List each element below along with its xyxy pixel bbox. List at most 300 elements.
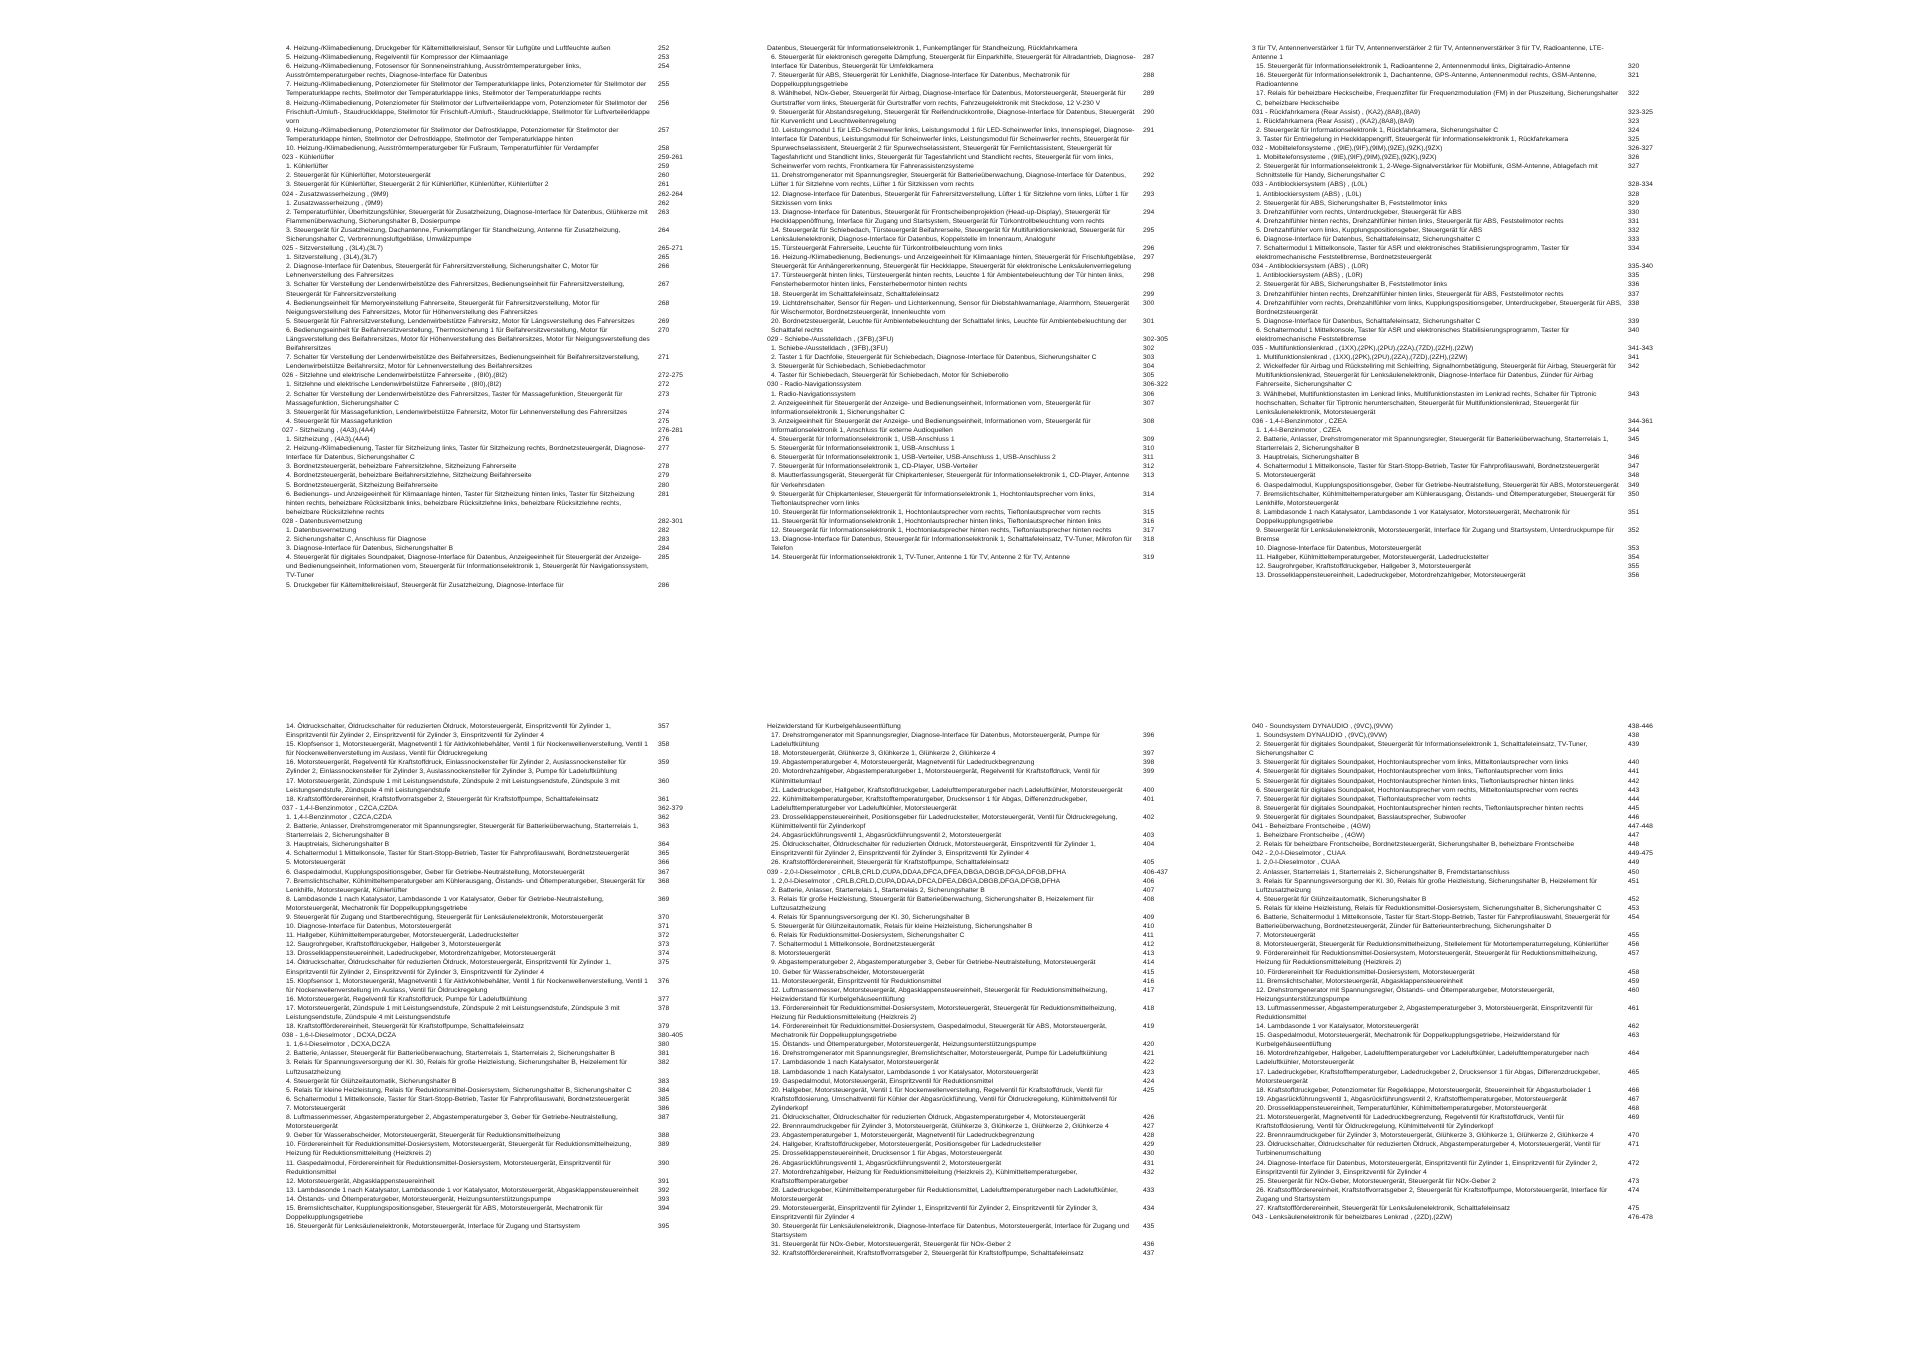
toc-entry [767,1122,1187,1131]
toc-entry-title: 16. Heizung-/Klimabedienung, Bedienungs- und Anzeigeeinheit für Klimaanlage hinten, Steuergerät für Frischluftgebläse, Steuergerät für Anhängererkennung, Steuergerät für Heckklappe, Steuergerät für elektronische Lenksäulenverriegelung [771,254,1136,271]
toc-entry-page: 289 [1143,90,1155,98]
toc-entry-title: 4. Relais für Spannungsversorgung der Kl. 30, Sicherungshalter B [771,913,970,921]
toc-entry-title: 4. Taster für Schiebedach, Steuergerät für Schiebedach, Motor für Schieberollo [771,372,1009,380]
toc-entry [282,1131,702,1140]
toc-entry [1252,153,1672,162]
toc-entry [1252,417,1672,426]
toc-entry-title: 3. Wählhebel, Multifunktionstasten im Lenkrad links, Multifunktionstasten im Lenkrad rechts, Schalter für Tiptronic hochschalten, Schalter für Tiptronic herunterschalten, Steuergerät für Multifunktionslenkrad, Steuergerät für Lenksäulenelektronik, Motorsteuergerät [1256,390,1597,416]
toc-entry-title: 2. Steuergerät für ABS, Sicherungshalter B, Feststellmotor links [1256,199,1448,207]
toc-entry-page: 403 [1143,832,1155,840]
toc-entry [1252,740,1672,758]
toc-entry [767,813,1187,831]
toc-entry [767,1159,1187,1168]
toc-entry-title: 2. Batterie, Anlasser, Steuergerät für Batterieüberwachung, Starterrelais 1, Starterrelais 2, Sicherungshalter B [286,1050,616,1058]
toc-entry-page: 406 [1143,877,1155,885]
toc-entry [1252,977,1672,986]
toc-entry-title: 10. Geber für Wasserabscheider, Motorsteuergerät [771,968,925,976]
toc-entry-page: 336 [1628,281,1640,289]
toc-entry-title: 3. Steuergerät für Kühlerlüfter, Steuergerät 2 für Kühlerlüfter, Kühlerlüfter, Kühlerlüfter 2 [286,181,549,189]
toc-entry-title: 21. Öldruckschalter, Öldruckschalter für reduzierten Öldruck, Abgastemperaturgeber 4, Motorsteuergerät [771,1114,1086,1122]
toc-entry-page: 254 [658,63,670,71]
toc-entry [282,253,702,262]
toc-entry [1252,117,1672,126]
toc-entry [282,426,702,435]
toc-entry [282,417,702,426]
toc-entry-title: 7. Schaltermodul 1 Mittelkonsole, Bordnetzsteuergerät [771,941,935,949]
toc-entry-page: 446 [1628,813,1640,821]
toc-entry-title: 8. Luftmassenmesser, Abgastemperaturgeber 2, Abgastemperaturgeber 3, Geber für Getriebe-Neutralstellung, Motorsteuergerät [286,1114,618,1131]
toc-entry [1252,840,1672,849]
toc-entry-page: 430 [1143,1150,1155,1158]
toc-entry [767,1168,1187,1186]
toc-entry [767,1131,1187,1140]
toc-entry [282,1113,702,1131]
toc-entry [1252,868,1672,877]
toc-entry [1252,435,1672,453]
toc-entry-title: 3. Steuergerät für Massagefunktion, Lendenwirbelstütze Fahrersitz, Motor für Lehnenverstellung des Fahrersitzes [286,408,628,416]
toc-entry-page: 265-271 [658,245,683,253]
toc-entry-title: 17. Motorsteuergerät, Zündspule 1 mit Leistungsendstufe, Zündspule 2 mit Leistungsendstufe, Zündspule 3 mit Leistungsendstufe, Zündspule 4 mit Leistungsendstufe [286,1004,620,1021]
toc-entry-page: 357 [658,723,670,730]
toc-entry-page: 372 [658,932,670,940]
toc-entry-title: 18. Kraftstoffförderereinheit, Steuergerät für Kraftstoffpumpe, Schalttafeleinsatz [286,1023,525,1031]
toc-entry-page: 285 [658,554,670,562]
toc-entry-title: 15. Klopfsensor 1, Motorsteuergerät, Magnetventil 1 für Aktivkohlebehälter, Ventil 1 für Nockenwellenverstellung, Ventil 1 für Nockenwellenverstellung im Auslass, Ventil für Öldruckregelung [286,977,648,994]
toc-entry [1252,462,1672,471]
toc-entry [767,1068,1187,1077]
toc-entry-title: 6. Bedienungseinheit für Beifahrersitzverstellung, Thermosicherung 1 für Beifahrersitzverstellung, Motor für Längsverstellung des Beifahrersitzes, Motor für Höhenverstellung des Beifahrersitzes, Motor für Neigungsverstellung des Beifahrersitzes [286,326,650,353]
toc-entry-title: 13. Diagnose-Interface für Datenbus, Steuergerät für Informationselektronik 1, Schalttafeleinsatz, TV-Tuner, Mikrofon für Telefon [771,536,1132,553]
toc-entry-page: 416 [1143,977,1155,985]
toc-entry-title: 6. Steuergerät für Informationselektronik 1, USB-Verteiler, USB-Anschluss 1, USB-Anschluss 2 [771,454,1056,462]
toc-entry-page: 363 [658,823,670,831]
toc-entry [767,1222,1187,1240]
toc-entry-title: 5. Steuergerät für Informationselektronik 1, USB-Anschluss 1 [771,445,955,453]
toc-entry [767,949,1187,958]
toc-entry-title: 1. Mobiltelefonsysteme , (9IE),(9IF),(9IM),(9ZE),(9ZK),(9ZX) [1256,154,1437,162]
toc-entry [282,380,702,389]
toc-entry-page: 317 [1143,526,1155,534]
toc-entry [767,1113,1187,1122]
toc-entry [282,517,702,526]
toc-entry-title: 2. Relais für beheizbare Frontscheibe, Bordnetzsteuergerät, Sicherungshalter B, beheizbare Frontscheibe [1256,841,1575,849]
toc-entry [1252,1004,1672,1022]
toc-entry-page: 380 [658,1041,670,1049]
toc-entry [1252,767,1672,776]
toc-entry [282,126,702,144]
toc-entry-page: 444 [1628,795,1640,803]
toc-entry-page: 313 [1143,472,1155,480]
toc-entry-title: 9. Abgastemperaturgeber 2, Abgastemperaturgeber 3, Geber für Getriebe-Neutralstellung, Motorsteuergerät [771,959,1096,967]
toc-entry [282,931,702,940]
toc-entry [282,922,702,931]
toc-entry-title: 11. Steuergerät für Informationselektronik 1, Hochtonlautsprecher hinten links, Tieftonlautsprecher hinten links [771,517,1102,525]
toc-entry-page: 347 [1628,463,1640,471]
toc-entry [1252,362,1672,389]
toc-entry-page: 390 [658,1159,670,1167]
toc-entry-title: 7. Schaltermodul 1 Mittelkonsole, Taster für ASR und elektronisches Stabilisierungsprogramm, Taster für elektromechanische Feststellbremse, Bordnetzsteuergerät [1256,245,1570,262]
toc-entry-page: 283 [658,536,670,544]
toc-entry-page: 271 [658,354,670,362]
toc-entry [767,517,1187,526]
toc-entry [1252,1104,1672,1113]
toc-entry-title: 19. Abgasrückführungsventil 1, Abgasrückführungsventil 2, Kraftstofftemperaturgeber, Motorsteuergerät [1256,1095,1567,1103]
toc-entry [767,840,1187,858]
toc-entry [767,913,1187,922]
toc-entry-title: 3 für TV, Antennenverstärker 1 für TV, Antennenverstärker 2 für TV, Antennenverstärker 3 für TV, Radioantenne, LTE-Antenne 1 [1252,45,1604,62]
toc-entry [1252,226,1672,235]
toc-entry-title: 16. Drehstromgenerator mit Spannungsregler, Bremslichtschalter, Motorsteuergerät, Pumpe für Ladeluftkühlung [771,1050,1107,1058]
toc-entry-page: 427 [1143,1123,1155,1131]
toc-entry-title: 3. Relais für Spannungsversorgung der Kl. 30, Relais für große Heizleistung, Sicherungshalter B, Heizelement für Luftzusatzheizung [1256,877,1598,894]
toc-entry [1252,804,1672,813]
toc-entry [767,858,1187,867]
toc-entry-title: 3. Relais für große Heizleistung, Steuergerät für Batterieüberwachung, Sicherungshalter B, Heizelement für Luftzusatzheizung [771,895,1094,912]
toc-entry-title: 8. Lambdasonde 1 nach Katalysator, Lambdasonde 1 vor Katalysator, Motorsteuergerät, Mechatronik für Doppelkupplungsgetriebe [1256,508,1570,525]
toc-entry [1252,490,1672,508]
toc-entry-page: 384 [658,1086,670,1094]
toc-entry [282,171,702,180]
toc-entry [1252,326,1672,344]
toc-entry-page: 438-446 [1628,723,1653,730]
toc-entry [1252,1049,1672,1067]
toc-entry-title: 18. Kraftstoffförderereinheit, Kraftstoffvorratsgeber 2, Steuergerät für Kraftstoffpumpe, Schalttafeleinsatz [286,795,599,803]
toc-entry-page: 316 [1143,517,1155,525]
toc-entry [767,1140,1187,1149]
toc-entry [767,399,1187,417]
toc-entry [1252,426,1672,435]
toc-entry-title: 7. Motorsteuergerät [1256,932,1316,940]
toc-entry [767,299,1187,317]
toc-entry-page: 319 [1143,554,1155,562]
toc-entry-page: 387 [658,1114,670,1122]
toc-entry [282,758,702,776]
toc-entry [1252,453,1672,462]
toc-entry [1252,1031,1672,1049]
toc-entry-title: 5. Steuergerät für Fahrersitzverstellung, Lendenwirbelstütze Fahrersitz, Motor für Längsverstellung des Fahrersitzes [286,317,635,325]
toc-column-bottom-left [282,722,702,1231]
toc-entry [1252,731,1672,740]
toc-entry [767,1186,1187,1204]
toc-entry-title: 5. Relais für kleine Heizleistung, Relais für Reduktionsmittel-Dosiersystem, Sicherungshalter B, Sicherungshalter C [1256,904,1602,912]
toc-entry-page: 342 [1628,363,1640,371]
toc-entry-title: 25. Öldruckschalter, Öldruckschalter für reduzierten Öldruck, Motorsteuergerät, Einspritzventil für Zylinder 1, Einspritzventil für Zylinder 2, Einspritzventil für Zylinder 3, Einspritzventil für Zylinder 4 [771,841,1096,858]
toc-entry-page: 452 [1628,895,1640,903]
toc-entry-title: 6. Relais für Reduktionsmittel-Dosiersystem, Sicherungshalter C [771,932,965,940]
toc-entry-page: 306 [1143,390,1155,398]
toc-entry-page: 262-264 [658,190,683,198]
toc-entry-title: 21. Motorsteuergerät, Magnetventil für Ladedruckbegrenzung, Regelventil für Kraftstoffdruck, Ventil für Kraftstoffdosierung, Ventil für Öldruckregelung, Kühlmittelventil für Zylinderkopf [1256,1114,1564,1131]
toc-entry-title: 11. Drehstromgenerator mit Spannungsregler, Steuergerät für Batterieüberwachung, Diagnose-Interface für Datenbus, Lüfter 1 für Sitzlehne vorn rechts, Lüfter 1 für Sitzkissen vorn rechts [771,172,1127,189]
toc-entry-title: 023 - Kühlerlüfter [282,154,335,162]
toc-entry-page: 276-281 [658,426,683,434]
toc-entry-page: 475 [1628,1204,1640,1212]
toc-entry-page: 404 [1143,841,1155,849]
toc-entry-page: 344 [1628,426,1640,434]
toc-entry-page: 381 [658,1050,670,1058]
toc-entry-page: 397 [1143,750,1155,758]
toc-entry-title: 032 - Mobiltelefonsysteme , (9IE),(9IF),(9IM),(9ZE),(9ZK),(9ZX) [1252,145,1443,153]
toc-entry-title: 9. Steuergerät für Abstandsregelung, Steuergerät für Reifendruckkontrolle, Diagnose-Interface für Datenbus, Steuergerät für Kurvenlicht und Leuchtweitenregelung [771,108,1135,125]
toc-entry [282,1077,702,1086]
toc-entry-title: 2. Sicherungshalter C, Anschluss für Diagnose [286,536,427,544]
toc-entry-page: 309 [1143,436,1155,444]
toc-entry [282,1040,702,1049]
toc-entry [282,44,702,53]
toc-entry-page: 376 [658,977,670,985]
toc-entry-page: 407 [1143,886,1155,894]
toc-entry-page: 361 [658,795,670,803]
toc-entry-page: 302-305 [1143,336,1168,343]
toc-entry-title: 5. Steuergerät für digitales Soundpaket, Hochtonlautsprecher hinten links, Tieftonlautsprecher hinten links [1256,777,1574,785]
toc-entry-page: 334 [1628,245,1640,253]
toc-entry-title: 7. Heizung-/Klimabedienung, Potenziometer für Stellmotor der Temperaturklappe links, Potenziometer für Stellmotor der Temperaturklappe rechts, Stellmotor der Temperaturklappe links, Stellmotor der Temperaturklappe rechts [286,81,647,98]
toc-entry-title: 4. Bordnetzsteuergerät, beheizbare Beifahrersitzlehne, Sitzheizung Beifahrerseite [286,472,532,480]
toc-entry-title: 12. Drehstromgenerator mit Spannungsregler, Ölstands- und Öltemperaturgeber, Motorsteuergerät, Heizungsunterstützungspumpe [1256,986,1555,1003]
toc-entry-page: 356 [1628,572,1640,580]
toc-entry [767,758,1187,767]
toc-entry-page: 428 [1143,1132,1155,1140]
toc-entry-title: 3. Drehzahlfühler hinten rechts, Drehzahlfühler hinten links, Steuergerät für ABS, Feststellmotor rechts [1256,290,1564,298]
toc-entry-page: 425 [1143,1086,1155,1094]
toc-entry-title: 8. Wählhebel, NOx-Geber, Steuergerät für Airbag, Diagnose-Interface für Datenbus, Motorsteuergerät, Steuergerät für Gurtstraffer vorn links, Steuergerät für Gurtstraffer vorn rechts, Fahrzeugelektronik mit Steckdose, 12 V-230 V [771,90,1126,107]
toc-entry-title: 15. Klopfsensor 1, Motorsteuergerät, Magnetventil 1 für Aktivkohlebehälter, Ventil 1 für Nockenwellenverstellung, Ventil 1 für Nockenwellenverstellung im Auslass, Ventil für Öldruckregelung [286,741,648,758]
toc-entry-page: 437 [1143,1250,1155,1258]
toc-entry [282,144,702,153]
toc-entry-title: 13. Drosselklappensteuereinheit, Ladedruckgeber, Motordrehzahlgeber, Motorsteuergerät [286,950,556,958]
toc-entry [1252,877,1672,895]
toc-entry-page: 252 [658,45,670,52]
toc-entry-title: 2. Anlasser, Starterrelais 1, Starterrelais 2, Sicherungshalter B, Fremdstartanschluss [1256,868,1510,876]
toc-entry-title: 025 - Sitzverstellung , (3L4),(3L7) [282,245,383,253]
toc-entry [282,299,702,317]
toc-entry-title: 041 - Beheizbare Frontscheibe , (4GW) [1252,823,1371,831]
toc-entry-page: 259 [658,163,670,171]
toc-entry [1252,1177,1672,1186]
toc-entry-title: 12. Diagnose-Interface für Datenbus, Steuergerät für Fahrersitzverstellung, Lüfter 1 für Sitzlehne vorn links, Lüfter 1 für Sitzkissen vorn links [771,190,1129,207]
toc-entry [282,180,702,189]
toc-entry-title: 8. Steuergerät für digitales Soundpaket, Hochtonlautsprecher hinten rechts, Tieftonlautsprecher hinten rechts [1256,804,1584,812]
toc-entry [1252,353,1672,362]
toc-entry-page: 472 [1628,1159,1640,1167]
toc-entry [767,1049,1187,1058]
toc-entry-page: 290 [1143,108,1155,116]
toc-entry-page: 447-448 [1628,823,1653,831]
toc-entry-title: 20. Motordrehzahlgeber, Abgastemperaturgeber 1, Motorsteuergerät, Regelventil für Kraftstoffdruck, Ventil für Kühlmittelumlauf [771,768,1100,785]
toc-entry-title: 2. Steuergerät für Kühlerlüfter, Motorsteuergerät [286,172,431,180]
toc-entry-page: 415 [1143,968,1155,976]
toc-entry [282,1195,702,1204]
toc-entry-page: 458 [1628,968,1640,976]
toc-entry-title: 4. Schaltermodul 1 Mittelkonsole, Taster für Start-Stopp-Betrieb, Taster für Fahrprofilauswahl, Bordnetzsteuergerät [1256,463,1600,471]
toc-entry [1252,940,1672,949]
toc-entry-page: 382 [658,1059,670,1067]
toc-entry [1252,271,1672,280]
toc-entry-title: 23. Abgastemperaturgeber 1, Motorsteuergerät, Magnetventil für Ladedruckbegrenzung [771,1132,1035,1140]
toc-entry-title: 8. Mautterfassungsgerät, Steuergerät für Chipkartenleser, Steuergerät für Informationselektronik 1, CD-Player, Antenne für Verkehrsdaten [771,472,1130,489]
toc-entry-title: 4. Heizung-/Klimabedienung, Druckgeber für Kältemittelkreislauf, Sensor für Luftgüte und Luftfeuchte außen [286,45,611,52]
toc-entry-title: 17. Drehstromgenerator mit Spannungsregler, Diagnose-Interface für Datenbus, Motorsteuergerät, Pumpe für Ladeluftkühlung [771,732,1101,749]
toc-entry [767,535,1187,553]
toc-entry [282,53,702,62]
toc-entry-page: 406-437 [1143,868,1168,876]
toc-entry [282,553,702,580]
toc-entry [767,722,1187,731]
toc-entry [1252,62,1672,71]
toc-entry-page: 432 [1143,1168,1155,1176]
toc-entry [282,822,702,840]
toc-entry-page: 291 [1143,126,1155,134]
toc-entry-page: 378 [658,1004,670,1012]
toc-entry-page: 259-261 [658,154,683,162]
toc-entry-title: 4. Steuergerät für Informationselektronik 1, USB-Anschluss 1 [771,436,955,444]
toc-entry-title: 3. Anzeigeeinheit für Steuergerät der Anzeige- und Bedienungseinheit, Informationen vorn, Steuergerät für Informationselektronik 1, Anschluss für externe Audioquellen [771,417,1091,434]
toc-entry-title: 5. Motorsteuergerät [286,859,346,867]
toc-entry-title: 029 - Schiebe-/Ausstelldach , (3FB),(3FU) [767,336,894,343]
toc-entry [767,108,1187,126]
toc-entry [767,940,1187,949]
toc-entry-title: 1. Sitzheizung , (4A3),(4A4) [286,436,370,444]
toc-entry-title: 3. Drehzahlfühler vorn rechts, Unterdruckgeber, Steuergerät für ABS [1256,208,1462,216]
toc-column-top-left [282,44,702,590]
toc-entry-page: 449-475 [1628,850,1653,858]
toc-entry-title: 7. Motorsteuergerät [286,1104,346,1112]
toc-entry-page: 450 [1628,868,1640,876]
toc-entry-title: 027 - Sitzheizung , (4A3),(4A4) [282,426,376,434]
toc-entry-page: 453 [1628,904,1640,912]
toc-entry-title: 16. Steuergerät für Lenksäulenelektronik, Motorsteuergerät, Interface für Zugang und Startsystem [286,1223,580,1231]
toc-entry [767,490,1187,508]
toc-entry-title: 8. Heizung-/Klimabedienung, Potenziometer für Stellmotor der Luftverteilerklappe vorn, Potenziometer für Stellmotor der Frischluft-/Umluft-, Staudruckklappe, Stellmotor für Frischluft-/Umluft-, Staudruckklappe, Stellmotor für Luftverteilerklappe vorn [286,99,650,125]
toc-entry [282,895,702,913]
toc-entry [282,317,702,326]
toc-entry-page: 466 [1628,1086,1640,1094]
toc-entry-page: 471 [1628,1141,1640,1149]
toc-entry-title: 040 - Soundsystem DYNAUDIO , (9VC),(9VW) [1252,723,1393,730]
toc-entry-title: 043 - Lenksäulenelektronik für beheizbares Lenkrad , (2ZD),(2ZW) [1252,1214,1453,1222]
toc-entry [1252,822,1672,831]
toc-entry-title: 19. Abgastemperaturgeber 4, Motorsteuergerät, Magnetventil für Ladedruckbegrenzung [771,759,1035,767]
toc-entry-title: 2. Batterie, Anlasser, Drehstromgenerator mit Spannungsregler, Steuergerät für Batterieüberwachung, Starterrelais 1, Starterrelais 2, Sicherungshalter B [286,823,639,840]
toc-entry [767,1022,1187,1040]
toc-entry [1252,758,1672,767]
toc-entry-page: 310 [1143,445,1155,453]
toc-entry-title: 7. Bremslichtschalter, Kühlmitteltemperaturgeber am Kühlerausgang, Öistands- und Öltemperaturgeber, Steuergerät für Lenkhilfe, Motorsteuergerät [1256,490,1616,507]
toc-entry-page: 401 [1143,795,1155,803]
toc-entry [1252,786,1672,795]
toc-entry [1252,162,1672,180]
toc-entry-page: 445 [1628,804,1640,812]
toc-entry-page: 394 [658,1204,670,1212]
toc-entry-title: 6. Batterie, Schaltermodul 1 Mittelkonsole, Taster für Start-Stopp-Betrieb, Taster für Fahrprofilauswahl, Steuergerät für Batterieüberwachung, Bordnetzsteuergerät, Zünder für Batterieunterbrechung, Sicherungshalter D [1256,913,1611,931]
toc-entry-title: 32. Kraftstoffförderereinheit, Kraftstoffvorratsgeber 2, Steuergerät für Kraftstoffpumpe, Schalttafeleinsatz [771,1250,1084,1258]
toc-entry-page: 267 [658,281,670,289]
toc-entry-page: 440 [1628,759,1640,767]
toc-entry [767,886,1187,895]
toc-entry [767,958,1187,967]
toc-entry-page: 295 [1143,226,1155,234]
toc-entry [282,535,702,544]
toc-entry-page: 451 [1628,877,1640,885]
toc-entry [767,767,1187,785]
toc-entry-page: 340 [1628,326,1640,334]
toc-entry-title: 14. Steuergerät für Schiebedach, Türsteuergerät Beifahrerseite, Steuergerät für Multifunktionslenkrad, Steuergerät für Lenksäulenelektronik, Diagnose-Interface für Datenbus, Koppelstelle im Innenraum, Analoguhr [771,226,1125,243]
toc-entry [767,290,1187,299]
toc-entry-title: 20. Hallgeber, Motorsteuergerät, Ventil 1 für Nockenwellenverstellung, Regelventil für Kraftstoffdruck, Ventil für Kraftstoffdosierung, Umschaltventil für Kühler der Abgasrückführung, Ventil für Öldruckregelung, Kühlmittelventil für Zylinderkopf [771,1086,1117,1112]
toc-entry-page: 282 [658,526,670,534]
toc-entry [1252,1131,1672,1140]
toc-entry-title: 024 - Zusatzwasserheizung , (9M9) [282,190,389,198]
toc-entry-page: 370 [658,913,670,921]
toc-entry [282,813,702,822]
toc-entry-page: 468 [1628,1104,1640,1112]
toc-entry-page: 355 [1628,563,1640,571]
toc-entry-page: 306-322 [1143,381,1168,389]
toc-entry-page: 278 [658,463,670,471]
toc-entry-page: 399 [1143,768,1155,776]
toc-entry-page: 395 [658,1223,670,1231]
toc-entry-title: 26. Kraftstoffförderereinheit, Steuergerät für Kraftstoffpumpe, Schalttafeleinsatz [771,859,1010,867]
toc-entry-title: 3. Relais für Spannungsversorgung der Kl. 30, Relais für große Heizleistung, Sicherungshalter B, Heizelement für Luftzusatzheizung [286,1059,628,1076]
toc-entry [1252,262,1672,271]
toc-entry [767,126,1187,171]
toc-entry-title: 10. Steuergerät für Informationselektronik 1, Hochtonlautsprecher vorn rechts, Tieftonlautsprecher vorn rechts [771,508,1101,516]
toc-entry [1252,858,1672,867]
toc-entry-title: 15. Bremslichtschalter, Kupplungspositionsgeber, Steuergerät für ABS, Motorsteuergerät, Mechatronik für Doppelkupplungsgetriebe [286,1204,603,1222]
toc-entry-page: 447 [1628,832,1640,840]
toc-entry-title: 5. Motorsteuergerät [1256,472,1316,480]
toc-entry-title: 2. Steuergerät für digitales Soundpaket, Steuergerät für Informationselektronik 1, Schalttafeleinsatz, TV-Tuner, Sicherungshalter C [1256,741,1588,758]
toc-entry [282,544,702,553]
toc-entry-title: 4. Steuergerät für Glühzeitautomatik, Sicherungshalter B [1256,895,1427,903]
toc-entry-page: 293 [1143,190,1155,198]
toc-entry-page: 383 [658,1077,670,1085]
toc-entry [282,722,702,740]
toc-entry [282,977,702,995]
toc-entry-title: 7. Bremslichtschalter, Kühlmitteltemperaturgeber am Kühlerausgang, Öistands- und Öltemperaturgeber, Steuergerät für Lenkhilfe, Motorsteuergerät, Kühlerlüfter [286,877,646,894]
toc-entry-title: Datenbus, Steuergerät für Informationselektronik 1, Funkempfänger für Standheizung, Rückfahrkamera [767,45,1078,52]
toc-entry-title: 9. Heizung-/Klimabedienung, Potenziometer für Stellmotor der Defrostklappe, Potenziometer für Stellmotor der Temperaturklappe hinten, Stellmotor der Defrostklappe, Stellmotor der Temperaturklappe hinten [286,126,619,143]
toc-entry-page: 292 [1143,172,1155,180]
toc-entry-title: 1. 1,4-l-Benzinmotor , CZCA,CZDA [286,813,392,821]
toc-entry-page: 374 [658,950,670,958]
toc-entry-page: 454 [1628,913,1640,921]
toc-entry-title: 18. Steuergerät im Schalttafeleinsatz, Schalttafeleinsatz [771,290,940,298]
toc-entry-title: 1. Sitzverstellung , (3L4),(3L7) [286,254,378,262]
toc-entry-title: 9. Steuergerät für digitales Soundpaket, Basslautsprecher, Subwoofer [1256,813,1467,821]
toc-entry [1252,290,1672,299]
toc-entry-page: 331 [1628,217,1640,225]
toc-entry [767,335,1187,344]
toc-entry-title: 31. Steuergerät für NOx-Geber, Motorsteuergerät, Steuergerät für NOx-Geber 2 [771,1241,1011,1249]
toc-entry-title: 1. Zusatzwasserheizung , (9M9) [286,199,383,207]
toc-entry [767,190,1187,208]
toc-entry [282,940,702,949]
toc-entry [282,408,702,417]
toc-entry-title: 6. Gaspedalmodul, Kupplungspositionsgeber, Geber für Getriebe-Neutralstellung, Motorsteuergerät [286,868,585,876]
toc-entry-page: 388 [658,1132,670,1140]
toc-entry-title: 039 - 2,0-l-Dieselmotor , CRLB,CRLD,CUPA,DDAA,DFCA,DFEA,DBGA,DBGB,DFGA,DFGB,DFHA [767,868,1066,876]
toc-entry [767,553,1187,562]
toc-entry-page: 318 [1143,536,1155,544]
toc-entry-page: 348 [1628,472,1640,480]
toc-entry-title: 14. Öldruckschalter, Öldruckschalter für reduzierten Öldruck, Motorsteuergerät, Einspritzventil für Zylinder 1, Einspritzventil für Zylinder 2, Einspritzventil für Zylinder 3, Einspritzventil für Zylinder 4 [286,723,611,740]
toc-entry-page: 462 [1628,1023,1640,1031]
toc-column-bottom-middle [767,722,1187,1259]
toc-entry-page: 441 [1628,768,1640,776]
toc-entry [1252,199,1672,208]
toc-entry-title: 028 - Datenbusvernetzung [282,517,363,525]
